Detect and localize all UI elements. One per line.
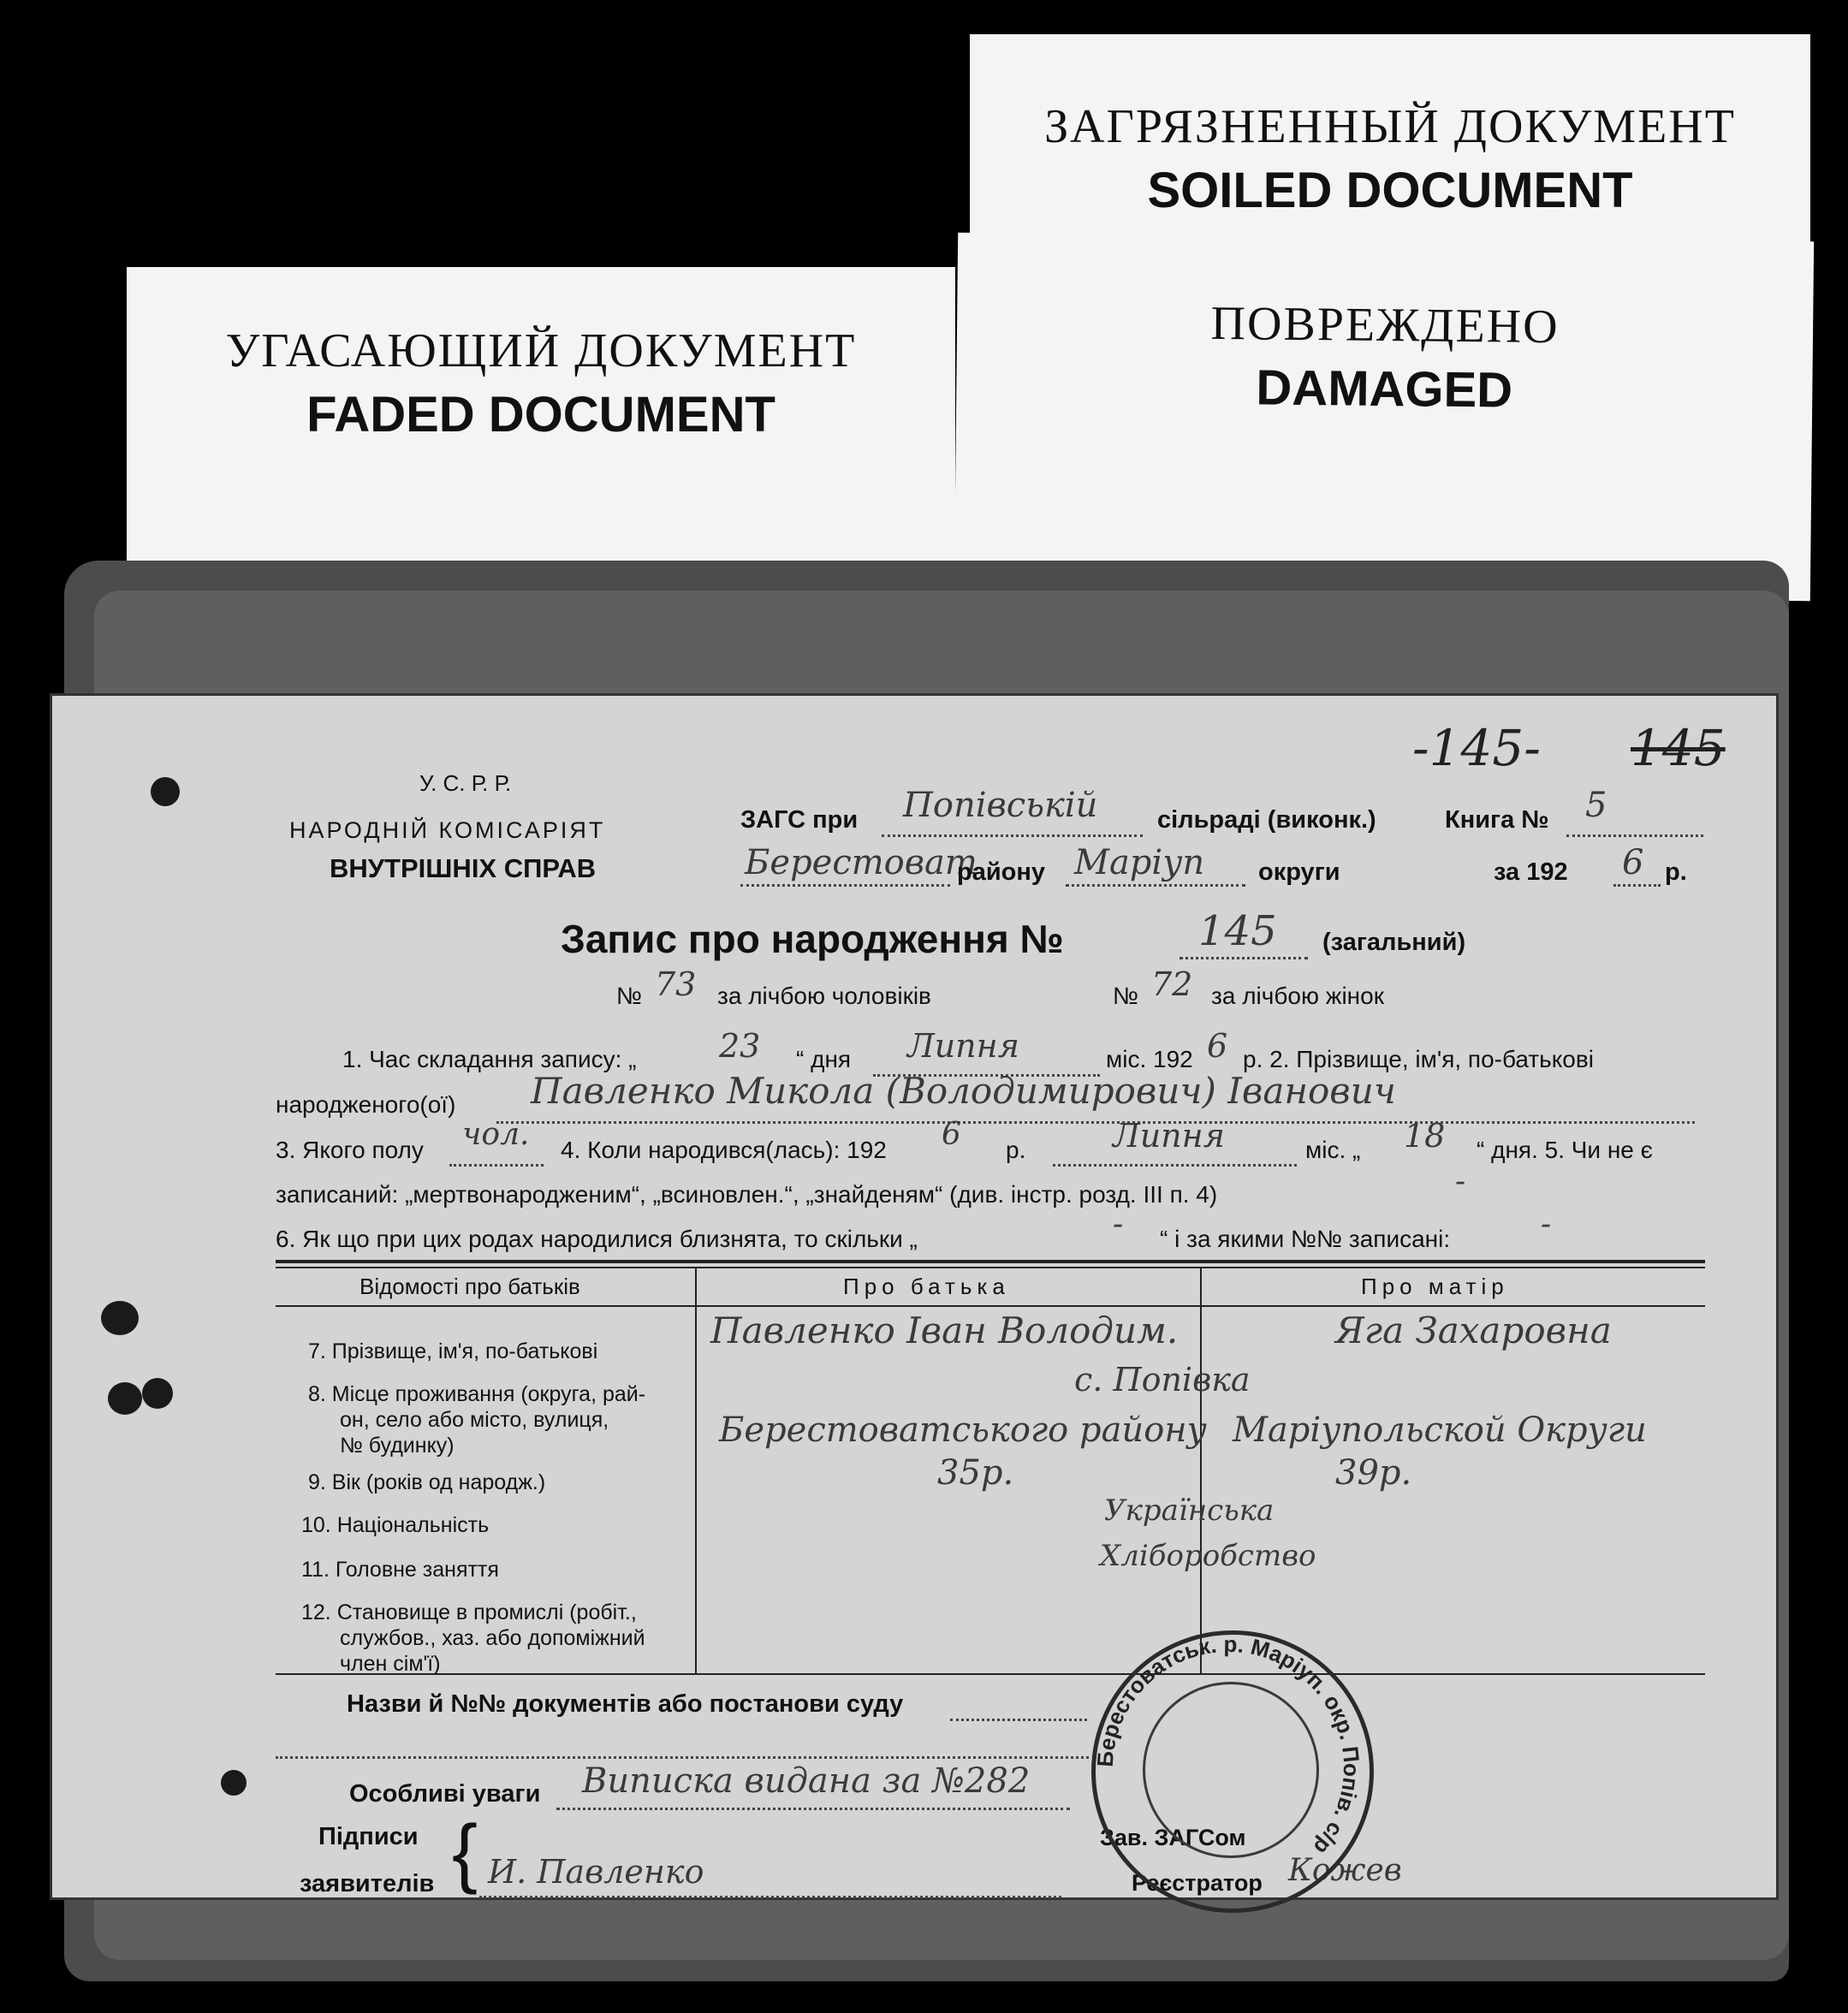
field-6-label: 6. Як що при цих родах народилися близнята, то скільки „ bbox=[276, 1226, 918, 1252]
row-7-mother: Яга Захаровна bbox=[1335, 1309, 1612, 1351]
page-number: -145- bbox=[1412, 719, 1541, 777]
row-8-shared: с. Попівка bbox=[1074, 1361, 1251, 1398]
newborn-name: Павленко Микола (Володимирович) Іванович bbox=[531, 1070, 1396, 1112]
page-number-struck: 145 bbox=[1631, 719, 1726, 777]
soiled-label-ru: ЗАГРЯЗНЕННЫЙ ДОКУМЕНТ bbox=[1044, 100, 1736, 153]
documents-label: Назви й №№ документів або постанови суду bbox=[347, 1690, 904, 1718]
record-general-label: (загальний) bbox=[1322, 929, 1466, 956]
row-7-father: Павленко Іван Володим. bbox=[710, 1309, 1179, 1351]
signatures-label-2: заявителів bbox=[300, 1870, 435, 1897]
field-3-label: 3. Якого полу bbox=[276, 1137, 424, 1163]
year-suffix: р. bbox=[1665, 858, 1687, 886]
row-11-label: 11. Головне заняття bbox=[301, 1558, 499, 1582]
book-value: 5 bbox=[1585, 786, 1607, 825]
punch-hole bbox=[221, 1770, 247, 1796]
col-header-mother: Про матір bbox=[1361, 1274, 1509, 1299]
table-top-rule-2 bbox=[276, 1267, 1705, 1268]
row-8-mother: Маріупольской Округи bbox=[1233, 1410, 1647, 1450]
field-6-value2: - bbox=[1541, 1207, 1552, 1242]
column-divider-2 bbox=[1200, 1267, 1202, 1673]
record-number-dots bbox=[1180, 957, 1308, 959]
row-10-label: 10. Національність bbox=[301, 1513, 490, 1537]
row-12-label-2: службов., хаз. або допоміжний bbox=[340, 1626, 645, 1650]
field-3-dots bbox=[449, 1164, 544, 1167]
year-label: за 192 bbox=[1494, 858, 1568, 886]
field-1-label: 1. Час складання запису: „ bbox=[342, 1046, 637, 1072]
female-count-label: за лічбою жінок bbox=[1211, 983, 1384, 1009]
female-number-prefix: № bbox=[1113, 983, 1139, 1009]
damaged-label-en: DAMAGED bbox=[1256, 359, 1513, 419]
field-6-value: - bbox=[1113, 1207, 1124, 1242]
faded-label-ru: УГАСАЮЩИЙ ДОКУМЕНТ bbox=[225, 324, 857, 377]
year-value: 6 bbox=[1622, 843, 1644, 882]
council-label: сільраді (виконк.) bbox=[1157, 806, 1376, 834]
field-5-label: “ дня. 5. Чи не є bbox=[1477, 1137, 1653, 1163]
zags-value: Попівській bbox=[903, 786, 1098, 825]
faded-label-en: FADED DOCUMENT bbox=[306, 387, 775, 442]
commissariat-label: НАРОДНІЙ КОМІСАРІЯТ bbox=[289, 817, 606, 843]
district-dots bbox=[740, 884, 950, 887]
field-1-year-label: міс. 192 bbox=[1106, 1046, 1193, 1072]
svg-text:Берестоватськ. р. Маріуп. окр. bbox=[1092, 1631, 1364, 1860]
signatures-value: И. Павленко bbox=[488, 1853, 704, 1891]
male-number-prefix: № bbox=[616, 983, 643, 1009]
punch-hole bbox=[142, 1378, 173, 1409]
newborn-dots bbox=[496, 1121, 1695, 1124]
table-top-rule bbox=[276, 1260, 1705, 1263]
district-label: району bbox=[957, 858, 1046, 886]
field-4-month-dots bbox=[1053, 1164, 1297, 1167]
book-label: Книга № bbox=[1445, 806, 1549, 834]
registrar-value: Кожев bbox=[1288, 1853, 1402, 1888]
col-header-father: Про батька bbox=[843, 1274, 1010, 1299]
record-title: Запис про народження № bbox=[561, 917, 1064, 961]
year-dots bbox=[1613, 884, 1661, 887]
signatures-brace: { bbox=[452, 1810, 478, 1896]
col-header-parents: Відомості про батьків bbox=[359, 1274, 580, 1299]
row-9-mother: 39р. bbox=[1335, 1453, 1412, 1493]
row-10-shared: Українська bbox=[1104, 1493, 1275, 1528]
signatures-dots bbox=[479, 1896, 1061, 1898]
notes-dots bbox=[556, 1808, 1070, 1810]
row-11-shared: Хліборобство bbox=[1100, 1539, 1316, 1573]
field-1-day-label: “ дня bbox=[796, 1046, 852, 1072]
field-1-day: 23 bbox=[719, 1027, 761, 1065]
zags-label: ЗАГС при bbox=[740, 806, 859, 834]
male-number: 73 bbox=[655, 965, 697, 1003]
field-4-month-label: міс. „ bbox=[1305, 1137, 1361, 1163]
row-8-label-1: 8. Місце проживання (округа, рай- bbox=[308, 1382, 646, 1406]
field-6-mid: “ і за якими №№ записані: bbox=[1160, 1226, 1451, 1252]
punch-hole bbox=[101, 1301, 139, 1335]
table-bottom-rule bbox=[276, 1673, 1705, 1675]
row-8-label-2: он, село або місто, вулиця, bbox=[340, 1408, 609, 1432]
registrar-label: Реєстратор bbox=[1132, 1870, 1263, 1896]
field-4-r: р. bbox=[1006, 1137, 1026, 1163]
field-1-month: Липня bbox=[907, 1027, 1019, 1065]
soiled-label-en: SOILED DOCUMENT bbox=[1147, 163, 1633, 218]
field-4-year: 6 bbox=[942, 1117, 961, 1152]
column-divider-1 bbox=[695, 1267, 697, 1673]
record-number: 145 bbox=[1198, 907, 1277, 955]
field-3-value: чол. bbox=[462, 1117, 530, 1152]
row-7-label: 7. Прізвище, ім'я, по-батькові bbox=[308, 1339, 598, 1363]
male-count-label: за лічбою чоловіків bbox=[717, 983, 931, 1009]
signatures-label-1: Підписи bbox=[318, 1823, 419, 1850]
stamp-text: Берестоватськ. р. Маріуп. окр. Попів. с/р bbox=[1091, 1630, 1365, 1861]
female-number: 72 bbox=[1151, 965, 1193, 1003]
field-1-year: 6 bbox=[1207, 1027, 1228, 1065]
stamp-text-ring bbox=[1091, 1630, 1365, 1904]
field-2-label: р. 2. Прізвище, ім'я, по-батькові bbox=[1243, 1046, 1594, 1072]
okrug-value: Маріуп bbox=[1074, 843, 1205, 882]
field-4-month: Липня bbox=[1113, 1117, 1225, 1155]
documents-dots-1 bbox=[950, 1719, 1087, 1721]
field-4-label: 4. Коли народився(лась): 192 bbox=[561, 1137, 887, 1163]
table-header-rule bbox=[276, 1305, 1705, 1307]
notes-value: Виписка видана за №282 bbox=[582, 1761, 1031, 1801]
damaged-label-ru: ПОВРЕЖДЕНО bbox=[1210, 296, 1560, 354]
punch-hole bbox=[151, 777, 180, 806]
documents-dots-2 bbox=[276, 1756, 1089, 1759]
district-value: Берестоват bbox=[745, 843, 977, 882]
row-9-label: 9. Вік (років од народж.) bbox=[308, 1470, 546, 1494]
okrug-dots bbox=[1066, 884, 1245, 887]
damaged-document-card bbox=[954, 233, 1814, 601]
head-label: Зав. ЗАГСом bbox=[1100, 1825, 1246, 1850]
punch-hole bbox=[108, 1382, 142, 1415]
row-8-father: Берестоватського району bbox=[719, 1410, 1207, 1450]
zags-dots bbox=[882, 834, 1143, 837]
row-12-label-3: член сім'ї) bbox=[340, 1652, 441, 1676]
field-5-value: - bbox=[1455, 1164, 1466, 1199]
newborn-label: народженого(ої) bbox=[276, 1091, 456, 1118]
okrug-label: округи bbox=[1258, 858, 1340, 886]
row-12-label-1: 12. Становище в промислі (робіт., bbox=[301, 1600, 637, 1624]
republic-label: У. С. Р. Р. bbox=[419, 770, 512, 796]
notes-label: Особливі уваги bbox=[349, 1780, 541, 1808]
row-9-father: 35р. bbox=[937, 1453, 1014, 1493]
field-5-line2: записаний: „мертвонародженим“, „всиновлен.“, „знайденям“ (див. інстр. розд. III п. 4) bbox=[276, 1181, 1218, 1208]
department-label: ВНУТРІШНІХ СПРАВ bbox=[330, 853, 597, 883]
book-dots bbox=[1566, 834, 1703, 837]
row-8-label-3: № будинку) bbox=[340, 1434, 455, 1458]
faded-document-card bbox=[127, 267, 955, 592]
field-4-day: 18 bbox=[1404, 1117, 1446, 1155]
